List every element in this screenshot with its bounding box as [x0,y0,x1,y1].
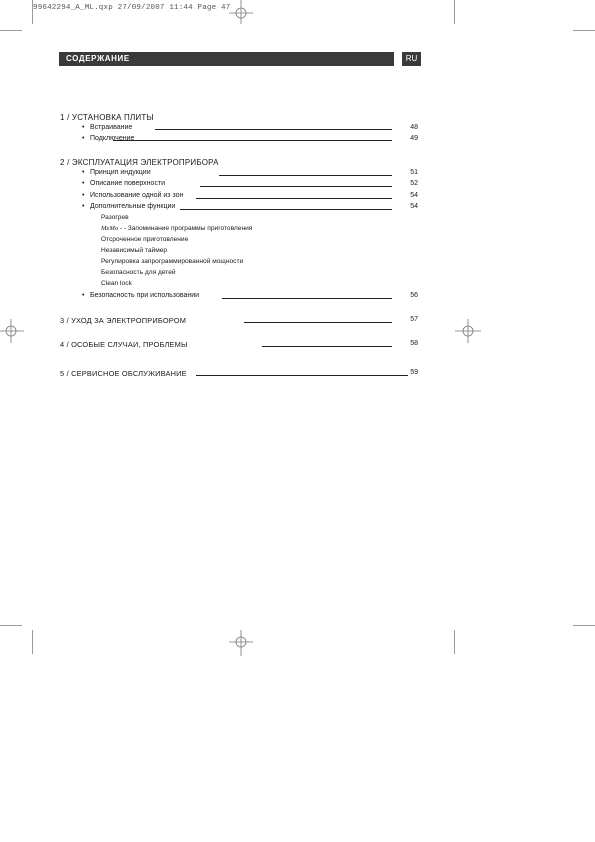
bullet-icon: • [82,180,85,187]
page-number: 54 [410,203,418,210]
toc-item-label: Подключение [90,135,135,142]
toc-subitem: Регулировка запрограммированной мощности [101,258,244,265]
page-number: 54 [410,192,418,199]
toc-item-label: Встраивание [90,124,133,131]
leader-line [222,298,392,299]
bullet-icon: • [82,135,85,142]
page-number: 52 [410,180,418,187]
section-title: 1 / УСТАНОВКА ПЛИТЫ [60,113,154,122]
leader-line [244,322,392,323]
print-slug: 99642294_A_ML.qxp 27/09/2007 11:44 Page 47 [33,4,231,12]
registration-mark-icon [226,630,256,656]
registration-mark-icon [0,316,24,346]
leader-line [155,129,392,130]
crop-mark [0,30,22,31]
page-number: 59 [410,369,418,376]
bullet-icon: • [82,124,85,131]
toc-item-label: Дополнительные функции [90,203,176,210]
bullet-icon: • [82,169,85,176]
toc-subitem: Безопасность для детей [101,269,176,276]
crop-mark [0,625,22,626]
section-title: 4 / ОСОБЫЕ СЛУЧАИ, ПРОБЛЕМЫ [60,340,188,349]
language-badge: RU [402,52,421,66]
leader-line [219,175,392,176]
leader-line [196,375,408,376]
toc-subitem: Разогрев [101,214,129,221]
page-number: 56 [410,292,418,299]
page-title: СОДЕРЖАНИЕ [66,54,130,63]
toc-subitem: Отсроченное приготовление [101,236,189,243]
toc-subitem: Независимый таймер [101,247,168,254]
registration-mark-icon [226,0,256,24]
toc-item-label: Безопасность при использовании [90,292,200,299]
leader-line [196,198,392,199]
crop-mark [454,0,455,24]
toc-item-label: Использование одной из зон [90,192,184,199]
crop-mark [573,625,595,626]
leader-line [113,140,392,141]
toc-item-label: Принцип индукции [90,169,151,176]
toc-item-label: Описание поверхности [90,180,166,187]
page-number: 51 [410,169,418,176]
crop-mark [32,630,33,654]
section-title: 2 / ЭКСПЛУАТАЦИЯ ЭЛЕКТРОПРИБОРА [60,158,219,167]
page-number: 48 [410,124,418,131]
crop-mark [573,30,595,31]
page-number: 49 [410,135,418,142]
toc-subitem-memo [101,225,252,232]
crop-mark [32,0,33,24]
bullet-icon: • [82,192,85,199]
leader-line [262,346,392,347]
memo-prefix: MeMo - - [101,225,126,232]
section-title: 3 / УХОД ЗА ЭЛЕКТРОПРИБОРОМ [60,316,187,325]
page-number: 58 [410,340,418,347]
leader-line [200,186,392,187]
toc-subitem: Clean lock [101,280,132,287]
page-number: 57 [410,316,418,323]
section-title: 5 / СЕРВИСНОЕ ОБСЛУЖИВАНИЕ [60,369,187,378]
leader-line [180,209,392,210]
bullet-icon: • [82,292,85,299]
registration-mark-icon [455,316,481,346]
toc-subitem-label: Запоминание программы приготовления [127,225,253,232]
crop-mark [454,630,455,654]
bullet-icon: • [82,203,85,210]
